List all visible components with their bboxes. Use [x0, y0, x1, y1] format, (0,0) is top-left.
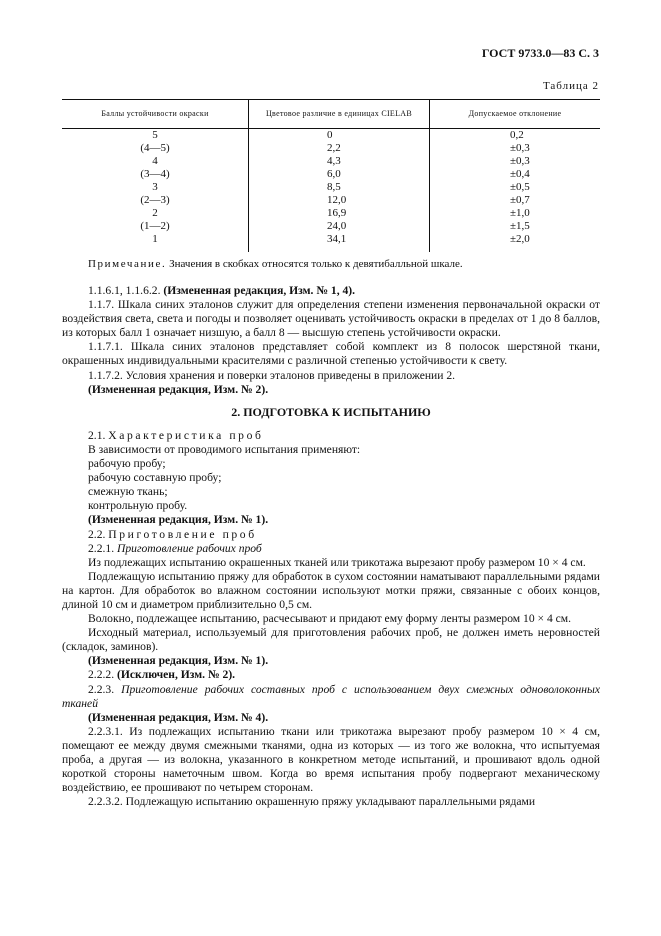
- table-row: [62, 168, 600, 181]
- grade-cell: (2—3): [140, 194, 170, 206]
- col-header-tolerance: Допускаемое отклонение: [430, 100, 601, 129]
- tolerance-cell: ±0,3: [430, 155, 601, 168]
- page-header: ГОСТ 9733.0—83 С. 3: [481, 46, 599, 60]
- grade-cell: 1: [152, 233, 158, 245]
- fastness-table: [62, 99, 600, 252]
- edit-note: (Измененная редакция, Изм. № 1).: [88, 513, 269, 527]
- table-row: [62, 181, 600, 194]
- tolerance-cell: ±0,3: [430, 142, 601, 155]
- section-2-title: 2. ПОДГОТОВКА К ИСПЫТАНИЮ: [231, 404, 431, 419]
- paragraph-2-2-1: 2.2.1. Приготовление рабочих проб: [88, 541, 262, 555]
- tolerance-cell: ±1,5: [430, 220, 601, 233]
- grade-cell: 5: [152, 129, 158, 141]
- paragraph-1-1-6-1: 1.1.6.1, 1.1.6.2. (Измененная редакция, Изм. № 1, 4).: [88, 284, 356, 297]
- paragraph-2-1: 2.1. Характеристика проб: [88, 428, 264, 442]
- paragraph-2-2-1-c: Волокно, подлежащее испытанию, расчесывают и придают ему форму ленты размером 10 × 4 см.: [88, 612, 572, 626]
- grade-cell: 3: [152, 181, 158, 193]
- list-item: смежную ткань;: [88, 485, 168, 499]
- tolerance-cell: ±1,0: [430, 207, 601, 220]
- table-row: [62, 233, 600, 252]
- note-label: Примечание.: [88, 258, 167, 270]
- paragraph-1-1-7-1: 1.1.7.1. Шкала синих эталонов представляет собой комплект из 8 полосок шерстяной ткани, окрашенных индивидуальными красителями с различной степенью устойчивости к свету.: [62, 340, 600, 368]
- table-note: [62, 257, 600, 271]
- grade-cell: (1—2): [140, 220, 170, 232]
- list-item: рабочую пробу;: [88, 457, 166, 471]
- tolerance-cell: ±0,7: [430, 194, 601, 207]
- list-item: контрольную пробу.: [88, 499, 188, 513]
- table-label: Таблица 2: [542, 80, 599, 92]
- difference-cell: 4,3: [249, 155, 430, 168]
- edit-note: (Измененная редакция, Изм. № 2).: [88, 382, 269, 396]
- tolerance-cell: ±0,4: [430, 168, 601, 181]
- paragraph-2-2-2: 2.2.2. (Исключен, Изм. № 2).: [88, 668, 236, 682]
- paragraph-2-2-1-b: Подлежащую испытанию пряжу для обработок в сухом состоянии наматывают параллельными рядами на картон. Для обработок во влажном состоянии используют мотки пряжи, связанные с обоих концов, длиной 10 см и диаметром приблизительно 0,5 см.: [62, 569, 600, 611]
- note-text: Значения в скобках относятся только к девятибалльной шкале.: [166, 258, 463, 270]
- paragraph-2-2-3-1: 2.2.3.1. Из подлежащих испытанию ткани или трикотажа вырезают пробу размером 10 × 4 см, помещают ее между двумя смежными тканями, одна из которых — из того же волокна, что испытуемая проба, а другая — из волокна, указанного в конкретном методе испытаний, и прошивают вдоль одной короткой стороны наметочным швом. Когда во время испытания пробу подвергают механическому воздействию, ее прошивают по четырем сторонам.: [62, 724, 600, 795]
- paragraph-2-2-1-a: Из подлежащих испытанию окрашенных тканей или трикотажа вырезают пробу размером 10 × 4 см.: [88, 555, 586, 569]
- grade-cell: (4—5): [140, 142, 170, 154]
- difference-cell: 2,2: [249, 142, 430, 155]
- table-row: [62, 155, 600, 168]
- paragraph-2-2-1-d: Исходный материал, используемый для приготовления рабочих проб, не должен иметь неровностей (складок, заминов).: [62, 626, 600, 654]
- difference-cell: 0: [249, 129, 430, 143]
- grade-cell: 2: [152, 207, 158, 219]
- paragraph-1-1-7: 1.1.7. Шкала синих эталонов служит для определения степени изменения первоначальной окраски от воздействия света, света и погоды и позволяет оценивать устойчивость окраски в пределах от 1 до 8 баллов, из которых балл 1 означает низшую, а балл 8 — высшую степень устойчивости окраски.: [62, 298, 600, 340]
- difference-cell: 24,0: [249, 220, 430, 233]
- difference-cell: 6,0: [249, 168, 430, 181]
- grade-cell: (3—4): [140, 168, 170, 180]
- section-1-continuation: [62, 284, 600, 809]
- edit-note: (Измененная редакция, Изм. № 1).: [88, 654, 269, 668]
- edit-note: (Измененная редакция, Изм. № 4).: [88, 710, 269, 724]
- paragraph-2-2-3: 2.2.3. Приготовление рабочих составных проб с использованием двух смежных одноволоконных тканей: [62, 682, 600, 710]
- list-item: рабочую составную пробу;: [88, 471, 222, 485]
- tolerance-cell: ±0,5: [430, 181, 601, 194]
- paragraph-1-1-7-2: 1.1.7.2. Условия хранения и поверки эталонов приведены в приложении 2.: [88, 368, 456, 382]
- grade-cell: 4: [152, 155, 158, 167]
- paragraph-2-2-3-2: 2.2.3.2. Подлежащую испытанию окрашенную пряжу укладывают параллельными рядами: [88, 795, 536, 809]
- col-header-color-difference: Цветовое различие в единицах CIELAB: [249, 100, 430, 129]
- col-header-grade: Баллы устойчивости окраски: [62, 100, 249, 129]
- table-row: [62, 207, 600, 220]
- tolerance-cell: 0,2: [430, 129, 601, 143]
- table-row: [62, 142, 600, 155]
- paragraph-2-2: 2.2. Приготовление проб: [88, 527, 257, 541]
- table-row: [62, 129, 600, 143]
- difference-cell: 34,1: [249, 233, 430, 252]
- difference-cell: 16,9: [249, 207, 430, 220]
- paragraph-2-1-intro: В зависимости от проводимого испытания применяют:: [88, 442, 361, 456]
- table-row: [62, 220, 600, 233]
- tolerance-cell: ±2,0: [430, 233, 601, 252]
- difference-cell: 8,5: [249, 181, 430, 194]
- difference-cell: 12,0: [249, 194, 430, 207]
- table-row: [62, 194, 600, 207]
